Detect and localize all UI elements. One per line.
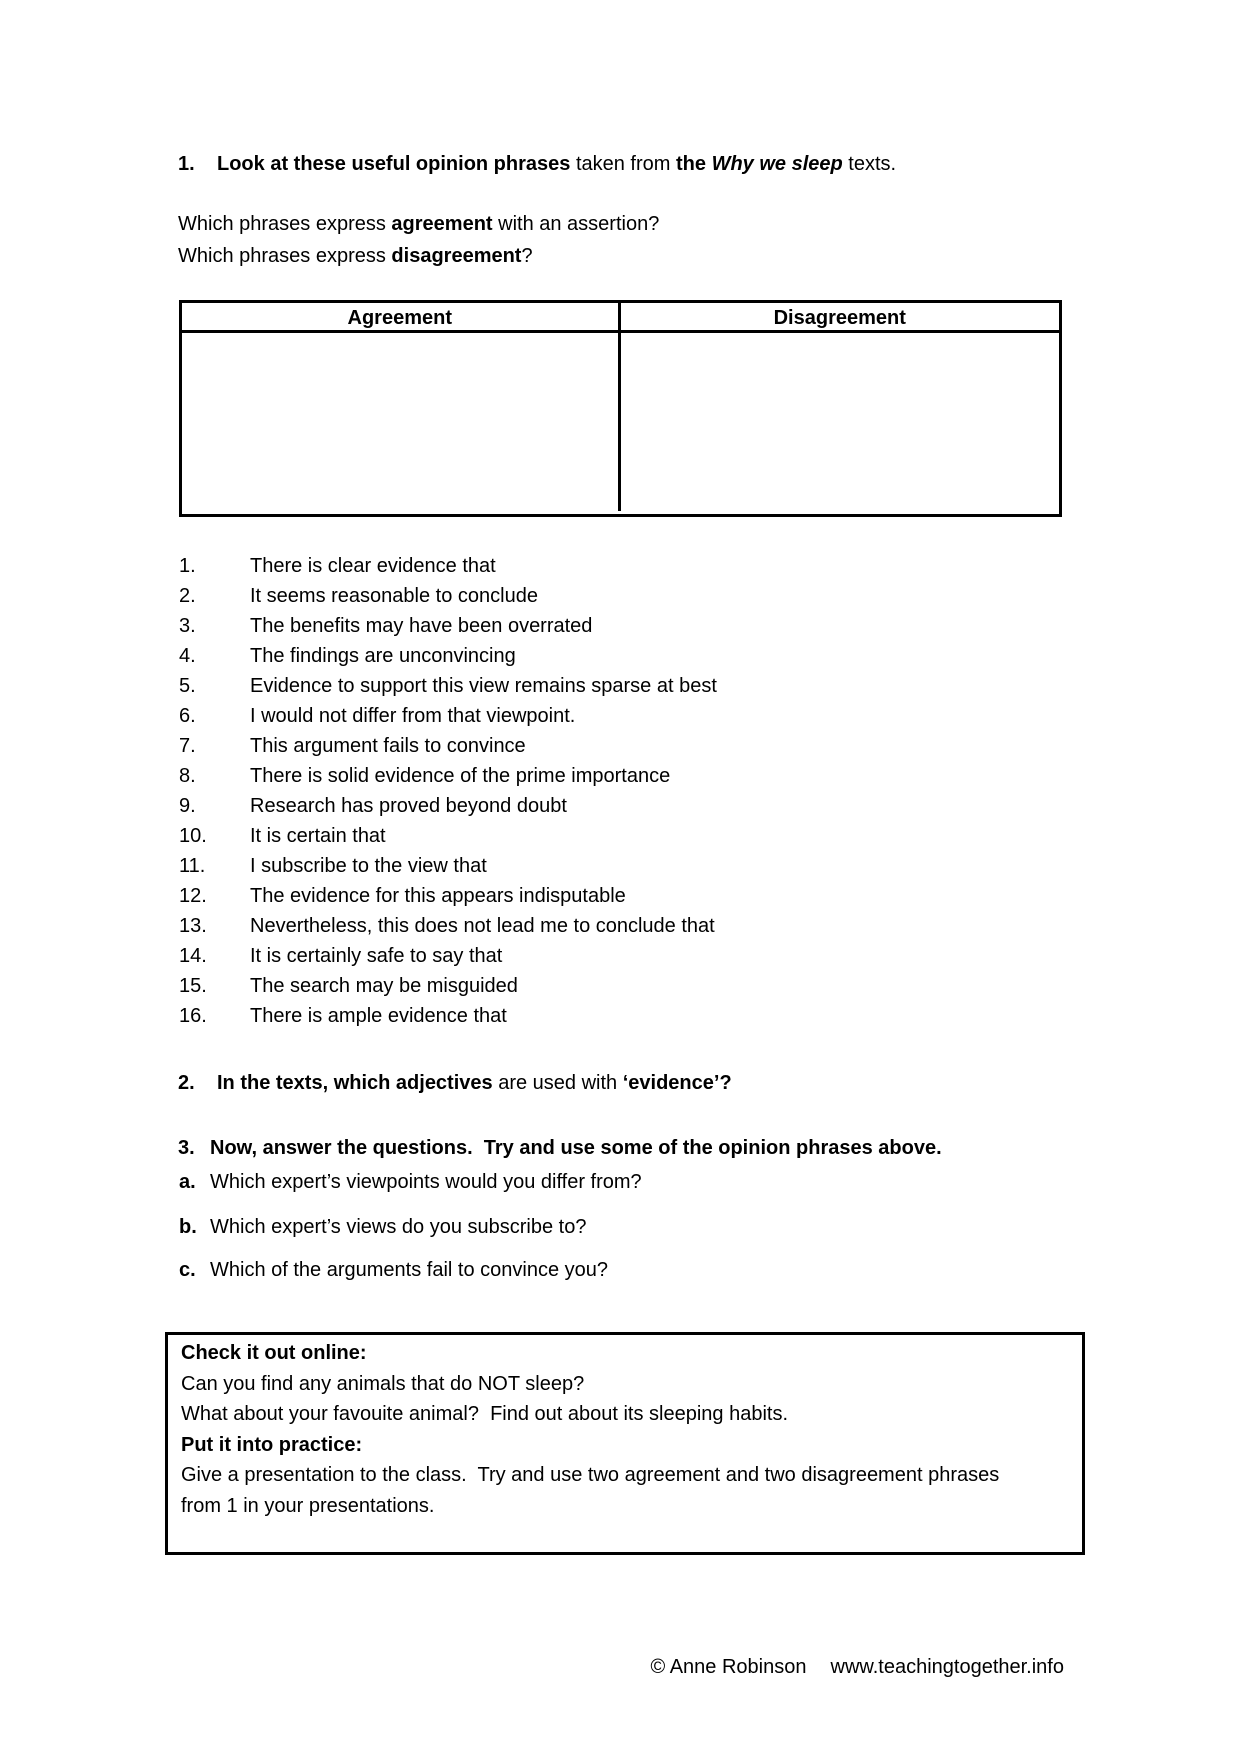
exercise-1-title-tail: texts.	[842, 153, 897, 175]
disagreement-header-cell: Disagreement	[773, 307, 906, 329]
list-item	[179, 791, 717, 821]
agreement-table	[179, 300, 1062, 517]
question-b-text: Which expert’s views do you subscribe to?	[210, 1216, 587, 1238]
phrase-number: 9.	[179, 795, 196, 817]
phrase-number: 5.	[179, 675, 196, 697]
phrase-text: It is certain that	[250, 825, 386, 847]
exercise-2-title-keyword: ‘evidence’?	[622, 1072, 732, 1094]
question-c-text: Which of the arguments fail to convince you?	[210, 1259, 608, 1281]
list-item	[179, 911, 717, 941]
presentation-instruction: Give a presentation to the class. Try and use two agreement and two disagreement phrases from 1 in your presentations.	[181, 1464, 1005, 1517]
page-footer	[651, 1652, 1064, 1682]
phrase-number: 14.	[179, 945, 207, 967]
agreement-answer-cell	[182, 333, 621, 511]
question-a-label: a.	[179, 1171, 196, 1193]
phrase-text: I subscribe to the view that	[250, 855, 487, 877]
phrase-number: 1.	[179, 555, 196, 577]
exercise-1-heading	[178, 151, 896, 177]
exercise-2-title-mid: are used with	[492, 1072, 623, 1094]
list-item	[179, 701, 717, 731]
agreement-header-cell: Agreement	[182, 303, 621, 333]
agreement-question-prefix: Which phrases express	[178, 213, 392, 235]
phrase-number: 3.	[179, 615, 196, 637]
exercise-3-heading	[178, 1133, 942, 1163]
phrase-number: 4.	[179, 645, 196, 667]
phrase-number: 15.	[179, 975, 207, 997]
check-it-out-heading: Check it out online:	[181, 1342, 367, 1364]
phrase-number: 8.	[179, 765, 196, 787]
question-c-label: c.	[179, 1259, 196, 1281]
exercise-2-number: 2.	[178, 1072, 195, 1094]
phrase-text: The search may be misguided	[250, 975, 518, 997]
list-item	[179, 851, 717, 881]
phrase-number: 13.	[179, 915, 207, 937]
list-item	[179, 581, 717, 611]
question-b	[179, 1212, 586, 1242]
phrase-number: 2.	[179, 585, 196, 607]
phrase-text: The benefits may have been overrated	[250, 615, 593, 637]
table-body-row	[182, 333, 1059, 511]
disagreement-question-prefix: Which phrases express	[178, 245, 392, 267]
phrase-number: 10.	[179, 825, 207, 847]
exercise-1-title-mid: taken from	[570, 153, 676, 175]
exercise-2-heading	[178, 1068, 732, 1098]
list-item	[179, 941, 717, 971]
list-item	[179, 731, 717, 761]
phrase-text: The evidence for this appears indisputable	[250, 885, 626, 907]
favourite-animal-question: What about your favouite animal? Find out about its sleeping habits.	[181, 1403, 789, 1425]
list-item	[179, 971, 717, 1001]
list-item	[179, 761, 717, 791]
phrase-text: There is ample evidence that	[250, 1005, 507, 1027]
phrase-text: Evidence to support this view remains sparse at best	[250, 675, 717, 697]
exercise-2-title-bold: In the texts, which adjectives	[217, 1072, 493, 1094]
check-it-out-box	[165, 1332, 1085, 1555]
phrase-text: There is solid evidence of the prime importance	[250, 765, 671, 787]
phrase-number: 6.	[179, 705, 196, 727]
list-item	[179, 671, 717, 701]
phrase-text: It is certainly safe to say that	[250, 945, 503, 967]
disagreement-answer-cell	[621, 333, 1060, 511]
exercise-1-title-bold: Look at these useful opinion phrases	[217, 153, 571, 175]
phrase-text: There is clear evidence that	[250, 555, 496, 577]
table-header-row	[182, 303, 1059, 333]
list-item	[179, 1001, 717, 1031]
exercise-1-number: 1.	[178, 153, 195, 175]
disagreement-question-keyword: disagreement	[391, 245, 522, 267]
list-item	[179, 551, 717, 581]
phrase-number: 11.	[179, 855, 206, 877]
phrase-number: 16.	[179, 1005, 207, 1027]
animals-question: Can you find any animals that do NOT sleep?	[181, 1372, 585, 1395]
list-item	[179, 881, 717, 911]
list-item	[179, 641, 717, 671]
opinion-phrases-list	[179, 551, 717, 1031]
phrase-text: The findings are unconvincing	[250, 645, 516, 667]
disagreement-question	[178, 240, 659, 272]
agreement-question-keyword: agreement	[391, 213, 493, 235]
phrase-text: I would not differ from that viewpoint.	[250, 705, 576, 727]
disagreement-question-suffix: ?	[521, 245, 533, 267]
phrase-text: This argument fails to convince	[250, 735, 526, 757]
phrase-number: 12.	[179, 885, 207, 907]
phrase-number: 7.	[179, 735, 196, 757]
agreement-question-suffix: with an assertion?	[492, 213, 660, 235]
agreement-question	[178, 208, 659, 240]
phrase-text: Research has proved beyond doubt	[250, 795, 567, 817]
book-title: Why we sleep	[711, 153, 843, 175]
put-into-practice-heading: Put it into practice:	[181, 1433, 363, 1456]
question-c	[179, 1255, 608, 1285]
list-item	[179, 821, 717, 851]
phrase-text: It seems reasonable to conclude	[250, 585, 538, 607]
list-item	[179, 611, 717, 641]
question-a	[179, 1167, 642, 1197]
question-a-text: Which expert’s viewpoints would you differ from?	[210, 1171, 642, 1193]
exercise-3-number: 3.	[178, 1137, 195, 1159]
copyright-text: © Anne Robinson	[650, 1656, 807, 1678]
exercise-1-title-the: the	[676, 153, 712, 175]
question-b-label: b.	[179, 1216, 197, 1238]
phrase-text: Nevertheless, this does not lead me to conclude that	[250, 915, 715, 937]
intro-questions	[178, 208, 659, 272]
website-text: www.teachingtogether.info	[830, 1656, 1064, 1678]
exercise-3-title: Now, answer the questions. Try and use some of the opinion phrases above.	[210, 1137, 942, 1159]
